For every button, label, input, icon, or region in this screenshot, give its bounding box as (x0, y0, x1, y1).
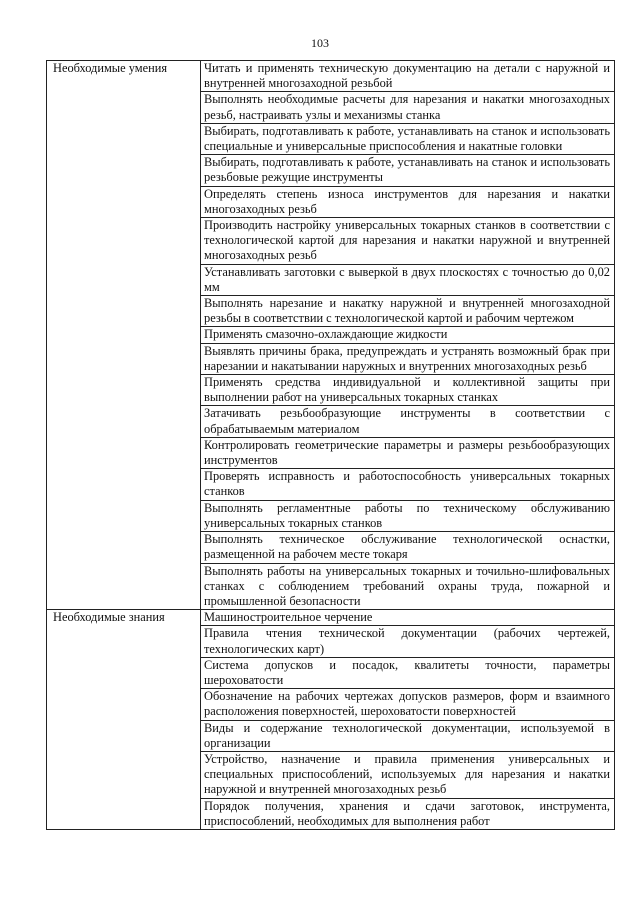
requirement-item: Обозначение на рабочих чертежах допусков размеров, форм и взаимного расположения поверхностей, шероховатости поверхностей (201, 689, 615, 720)
page-number: 103 (311, 36, 329, 50)
requirement-item: Устройство, назначение и правила применения универсальных и специальных приспособлений, используемых для нарезания и накатки наружной и внутренней многозаходных резьб (201, 751, 615, 798)
requirement-item: Выполнять необходимые расчеты для нарезания и накатки многозаходных резьб, настраивать узлы и механизмы станка (201, 92, 615, 123)
requirement-item: Выполнять нарезание и накатку наружной и внутренней многозаходной резьбы в соответствии с технологической картой и рабочим чертежом (201, 296, 615, 327)
requirement-item: Выполнять техническое обслуживание технологической оснастки, размещенной на рабочем месте токаря (201, 532, 615, 563)
requirement-item: Устанавливать заготовки с выверкой в двух плоскостях с точностью до 0,02 мм (201, 264, 615, 295)
requirement-item: Производить настройку универсальных токарных станков в соответствии с технологической картой для нарезания и накатки наружной и внутренней многозаходных резьб (201, 218, 615, 265)
requirement-item: Машиностроительное черчение (201, 610, 615, 626)
requirement-item: Выявлять причины брака, предупреждать и устранять возможный брак при нарезании и накатывании наружных и внутренних многозаходных резьб (201, 343, 615, 374)
requirement-item: Проверять исправность и работоспособность универсальных токарных станков (201, 469, 615, 500)
requirement-item: Определять степень износа инструментов для нарезания и накатки многозаходных резьб (201, 186, 615, 217)
requirements-table-body (47, 61, 615, 830)
requirements-table (46, 60, 615, 830)
requirement-item: Система допусков и посадок, квалитеты точности, параметры шероховатости (201, 657, 615, 688)
requirement-item: Затачивать резьбообразующие инструменты в соответствии с обрабатываемым материалом (201, 406, 615, 437)
requirement-item: Применять смазочно-охлаждающие жидкости (201, 327, 615, 343)
requirement-item: Выбирать, подготавливать к работе, устанавливать на станок и использовать резьбовые режущие инструменты (201, 155, 615, 186)
requirement-item: Контролировать геометрические параметры и размеры резьбообразующих инструментов (201, 437, 615, 468)
requirement-item: Применять средства индивидуальной и коллективной защиты при выполнении работ на универсальных токарных станках (201, 375, 615, 406)
section-label: Необходимые умения (47, 61, 201, 610)
requirement-item: Порядок получения, хранения и сдачи заготовок, инструмента, приспособлений, необходимых для выполнения работ (201, 798, 615, 829)
table-row (47, 61, 615, 92)
requirement-item: Выбирать, подготавливать к работе, устанавливать на станок и использовать специальные и универсальные приспособления и накатные головки (201, 123, 615, 154)
requirement-item: Виды и содержание технологической документации, используемой в организации (201, 720, 615, 751)
requirement-item: Выполнять регламентные работы по техническому обслуживанию универсальных токарных станков (201, 500, 615, 531)
requirement-item: Выполнять работы на универсальных токарных и точильно-шлифовальных станках с соблюдением требований охраны труда, пожарной и промышленной безопасности (201, 563, 615, 610)
requirement-item: Читать и применять техническую документацию на детали с наружной и внутренней многозаходной резьбой (201, 61, 615, 92)
section-label: Необходимые знания (47, 610, 201, 830)
table-row (47, 610, 615, 626)
requirement-item: Правила чтения технической документации (рабочих чертежей, технологических карт) (201, 626, 615, 657)
